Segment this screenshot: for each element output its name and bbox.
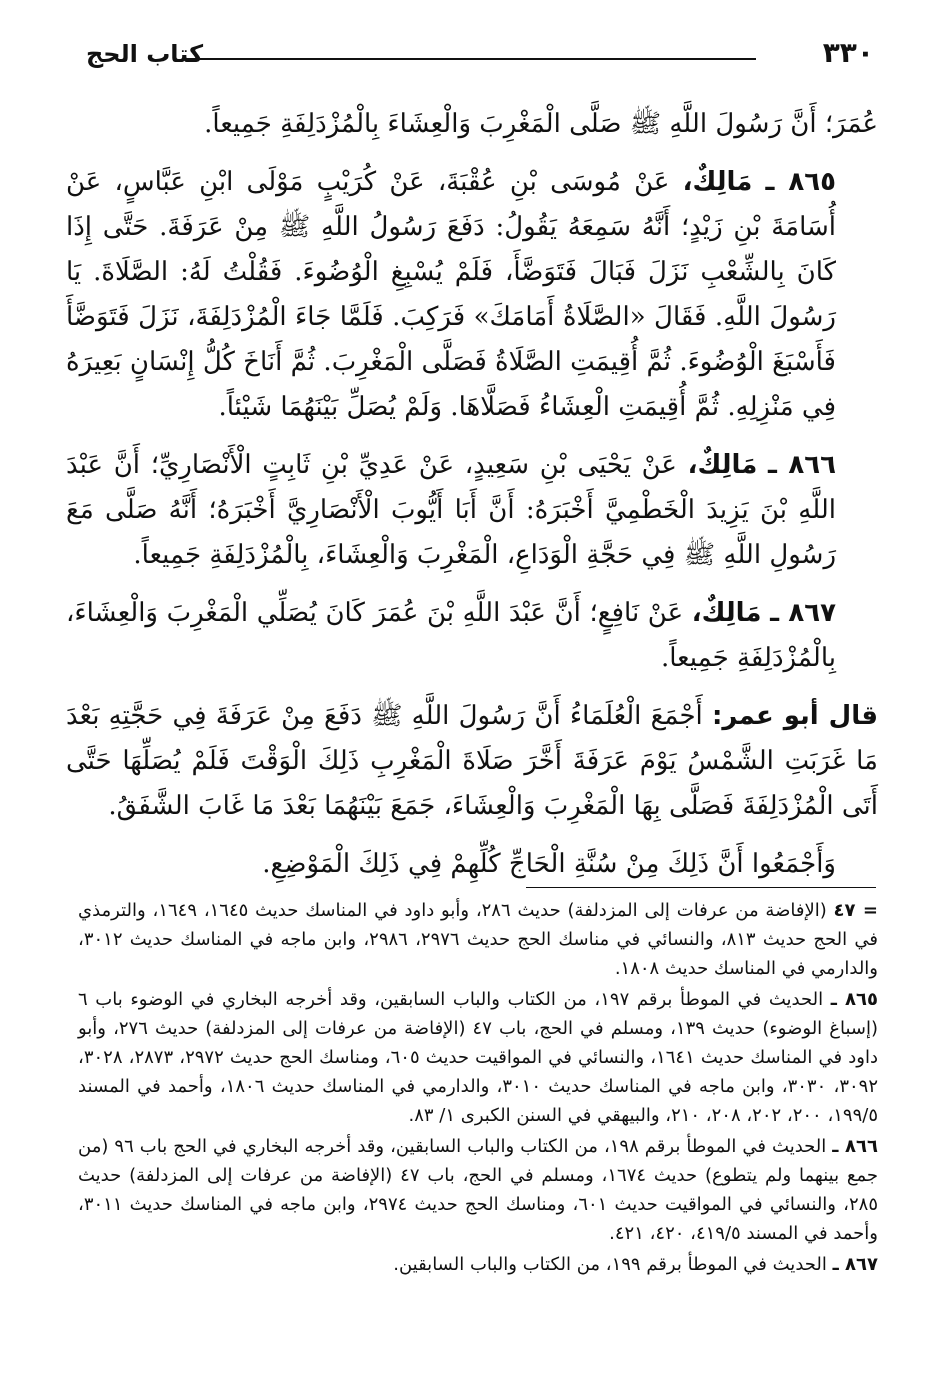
paragraph-continuation — [66, 102, 878, 147]
footnote-number: = ٤٧ — [833, 900, 878, 921]
hadith-866 — [66, 443, 878, 578]
paragraph-text: عُمَرَ؛ أَنَّ رَسُولَ اللَّهِ ﷺ صَلَّى الْمَغْرِبَ وَالْعِشَاءَ بِالْمُزْدَلِفَةِ جَمِيعاً. — [204, 109, 878, 139]
commentary-text: أَجْمَعَ الْعُلَمَاءُ أَنَّ رَسُولَ اللَّهِ ﷺ دَفَعَ مِنْ عَرَفَةَ فِي حَجَّتِهِ بَعْدَ مَا غَرَبَتِ الشَّمْسُ يَوْمَ عَرَفَةَ أَخَّرَ صَلَاةَ الْمَغْرِبِ ذَلِكَ الْوَقْتَ فَلَمْ يُصَلِّهَا حَتَّى أَتَى الْمُزْدَلِفَةَ فَصَلَّى بِهَا الْمَغْرِبَ وَالْعِشَاءَ، جَمَعَ بَيْنَهُمَا بَعْدَ مَا غَابَ الشَّفَقُ. — [66, 701, 878, 821]
footnote-text: الحديث في الموطأ برقم ١٩٨، من الكتاب والباب السابقين، وقد أخرجه البخاري في الحج باب ٩٦ (من جمع بينهما ولم يتطوع) حديث ١٦٧٤، ومسلم في الحج، باب ٤٧ (الإفاضة من عرفات إلى المزدلفة) حديث ٢٨٥، والنسائي في المواقيت حديث ٦٠١، ومناسك الحج حديث ٢٩٧٤، وابن ماجه في المناسك حديث ٣٠١١، وأحمد في المسند ٤١٩/٥، ٤٢٠، ٤٢١. — [78, 1136, 879, 1244]
hadith-number: ٨٦٦ ـ — [768, 450, 836, 480]
footnote-number: ٨٦٥ ـ — [830, 989, 878, 1010]
commentary-author: قال أبو عمر: — [711, 701, 879, 731]
footnote-text: (الإفاضة من عرفات إلى المزدلفة) حديث ٢٨٦، وأبو داود في المناسك حديث ١٦٤٥، ١٦٤٩، والترمذي في الحج حديث ٨١٣، والنسائي في مناسك الحج حديث ٢٩٧٦، ٢٩٨٦، وابن ماجه في المناسك حديث ٣٠١٢، والدارمي في المناسك حديث ١٨٠٨. — [78, 900, 879, 979]
hadith-text: عَنْ مُوسَى بْنِ عُقْبَةَ، عَنْ كُرَيْبٍ مَوْلَى ابْنِ عَبَّاسٍ، عَنْ أُسَامَةَ بْنِ زَيْدٍ؛ أَنَّهُ سَمِعَهُ يَقُولُ: دَفَعَ رَسُولُ اللَّهِ ﷺ مِنْ عَرَفَةَ. حَتَّى إِذَا كَانَ بِالشِّعْبِ نَزَلَ فَبَالَ فَتَوَضَّأَ، فَلَمْ يُسْبِغِ الْوُضُوءَ. فَقُلْتُ لَهُ: الصَّلَاةَ. يَا رَسُولَ اللَّهِ. فَقَالَ «الصَّلَاةُ أَمَامَكَ» فَرَكِبَ. فَلَمَّا جَاءَ الْمُزْدَلِفَةَ، نَزَلَ فَتَوَضَّأَ فَأَسْبَغَ الْوُضُوءَ. ثُمَّ أُقِيمَتِ الصَّلَاةُ فَصَلَّى الْمَغْرِبَ. ثُمَّ أَنَاخَ كُلُّ إِنْسَانٍ بَعِيرَهُ فِي مَنْزِلِهِ. ثُمَّ أُقِيمَتِ الْعِشَاءُ فَصَلَّاهَا. وَلَمْ يُصَلِّ بَيْنَهُمَا شَيْئاً. — [66, 167, 836, 422]
main-text — [66, 102, 878, 900]
footnotes — [78, 896, 878, 1281]
footnote-867 — [78, 1250, 878, 1279]
hadith-867 — [66, 591, 878, 681]
footnote-866 — [78, 1132, 878, 1248]
hadith-narrator: مَالِكٌ، — [682, 167, 753, 197]
footnote-number: ٨٦٦ ـ — [832, 1136, 878, 1157]
page-number: ٣٣٠ — [822, 36, 874, 69]
footnote-865 — [78, 985, 878, 1130]
hadith-number: ٨٦٥ ـ — [765, 167, 837, 197]
consensus-paragraph — [66, 842, 878, 887]
hadith-text: عَنْ يَحْيَى بْنِ سَعِيدٍ، عَنْ عَدِيِّ بْنِ ثَابِتٍ الْأَنْصَارِيِّ؛ أَنَّ عَبْدَ اللَّهِ بْنَ يَزِيدَ الْخَطْمِيَّ أَخْبَرَهُ: أَنَّ أَبَا أَيُّوبَ الْأَنْصَارِيَّ أَخْبَرَهُ؛ أَنَّهُ صَلَّى مَعَ رَسُولِ اللَّهِ ﷺ فِي حَجَّةِ الْوَدَاعِ، الْمَغْرِبَ وَالْعِشَاءَ، بِالْمُزْدَلِفَةِ جَمِيعاً. — [66, 450, 836, 570]
running-title: كتاب الحج — [86, 40, 204, 68]
hadith-text: عَنْ نَافِعٍ؛ أَنَّ عَبْدَ اللَّهِ بْنَ عُمَرَ كَانَ يُصَلِّي الْمَغْرِبَ وَالْعِشَاءَ، بِالْمُزْدَلِفَةِ جَمِيعاً. — [66, 598, 836, 673]
paragraph-text: وَأَجْمَعُوا أَنَّ ذَلِكَ مِنْ سُنَّةِ الْحَاجِّ كُلِّهِمْ فِي ذَلِكَ الْمَوْضِعِ. — [262, 849, 836, 879]
footnote-47 — [78, 896, 878, 983]
footnote-text: الحديث في الموطأ برقم ١٩٩، من الكتاب والباب السابقين. — [393, 1254, 827, 1275]
hadith-865 — [66, 160, 878, 430]
hadith-narrator: مَالِكٌ، — [687, 450, 758, 480]
header-rule — [182, 58, 756, 60]
commentary-paragraph — [66, 694, 878, 829]
hadith-number: ٨٦٧ ـ — [770, 598, 836, 628]
footnote-text: الحديث في الموطأ برقم ١٩٧، من الكتاب والباب السابقين، وقد أخرجه البخاري في الوضوء باب ٦ (إسباغ الوضوء) حديث ١٣٩، ومسلم في الحج، باب ٤٧ (الإفاضة من عرفات إلى المزدلفة) حديث ٢٧٦، وأبو داود في المناسك حديث ١٦٤١، والنسائي في المواقيت حديث ٦٠٥، ومناسك الحج حديث ٢٩٧٢، ٢٨٧٣، ٣٠٢٨، ٣٠٩٢، ٣٠٣٠، وابن ماجه في المناسك حديث ٣٠١٠، والدارمي في المناسك حديث ١٨٠٦، وأحمد في المسند ١٩٩/٥، ٢٠٠، ٢٠٢، ٢٠٨، ٢١٠، والبيهقي في السنن الكبرى ١/ ٨٣. — [78, 989, 879, 1126]
hadith-narrator: مَالِكٌ، — [691, 598, 762, 628]
page-header — [86, 34, 874, 74]
footnote-number: ٨٦٧ ـ — [832, 1254, 878, 1275]
footnote-separator — [526, 887, 876, 888]
